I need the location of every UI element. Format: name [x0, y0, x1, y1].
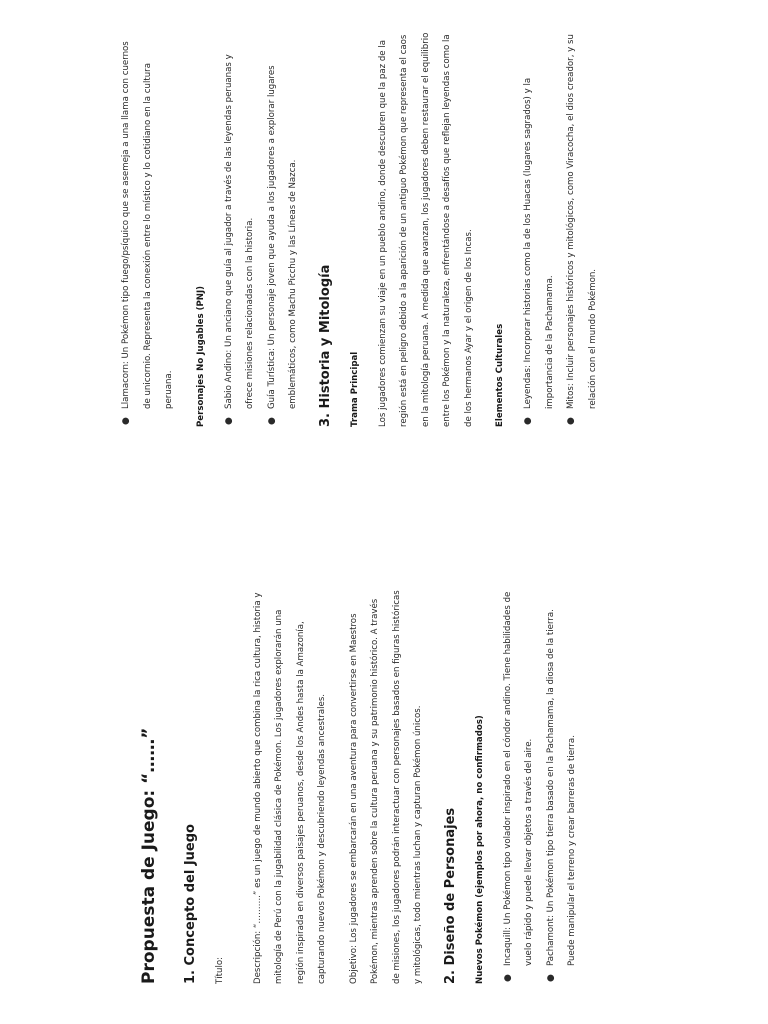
list-item-text: Llamacorn: Un Pokémon tipo fuego/psíquico que se asemeja a una llama con cuernos de unicornio. Representa la conexión entre lo místico y lo cotidiano en la cultura peruana.: [121, 41, 174, 409]
list-item-text: Mitos: Incluir personajes históricos y mitológicos, como Viracocha, el dios creador, y su relación con el mundo Pokémon.: [566, 34, 598, 409]
section-3-heading: 3. Historia y Mitología: [317, 264, 333, 427]
bullet-icon: ●: [523, 417, 533, 425]
bullet-icon: ●: [502, 974, 513, 982]
document-title: Propuesta de Juego: “……”: [139, 727, 159, 984]
list-item-text: Incaquill: Un Pokémon tipo volador inspirado en el cóndor andino. Tiene habilidades de vuelo rápido y puede llevar objetos a través del aire.: [502, 591, 534, 966]
section-2-heading: 2. Diseño de Personajes: [442, 807, 458, 984]
bullet-icon: ●: [266, 417, 277, 425]
nuevos-pokemon-list-continued: [116, 31, 181, 427]
nuevos-pokemon-heading: Nuevos Pokémon (ejemplos por ahora, no confirmados): [474, 715, 485, 984]
nuevos-pokemon-list: [498, 588, 584, 984]
column-right: [116, 31, 614, 427]
descripcion-paragraph: Descripción: “……….” es un juego de mundo abierto que combina la rica cultura, historia y mitología de Perú con la jugabilidad clásica de Pokémon. Los jugadores explorarán una región inspirada en diversos paisajes peruanos, desde los Andes hasta la Amazonía, capturando nuevos Pokémon y descubriendo leyendas ancestrales.: [252, 592, 327, 984]
list-item: [262, 31, 305, 427]
section-1-heading: 1. Concepto del Juego: [183, 824, 198, 984]
trama-paragraph: Los jugadores comienzan su viaje en un pueblo andino, donde descubren que la paz de la región está en peligro debido a la aparición de un antiguo Pokémon que representa el caos en la mitología peruana. A medida que avanzan, los jugadores deben restaurar el equilibrio entre los Pokémon y la naturaleza, enfrentándose a desafíos que reflejan leyendas como la de los hermanos Ayar y el origen de los Incas.: [377, 32, 474, 427]
objetivo-paragraph: Objetivo: Los jugadores se embarcarán en una aventura para convertirse en Maestros Pokémon, mientras aprenden sobre la cultura peruana y su patrimonio histórico. A través de misiones, los jugadores podrán interactuar con personajes basados en figuras históricas y mitológicas, todo mientras luchan y capturan Pokémon únicos.: [348, 590, 423, 984]
list-item: [116, 31, 181, 427]
list-item: [219, 31, 262, 427]
list-item: [518, 31, 561, 427]
bullet-icon: ●: [121, 417, 131, 425]
titulo-label: Título:: [215, 957, 225, 984]
list-item-text: Pachamont: Un Pokémon tipo tierra basado en la Pachamama, la diosa de la tierra. Puede manipular el terreno y crear barreras de tierra.: [545, 609, 577, 966]
bullet-icon: ●: [223, 417, 234, 425]
list-item: [498, 588, 541, 984]
elementos-culturales-list: [518, 31, 604, 427]
list-item-text: Sabio Andino: Un anciano que guía al jugador a través de las leyendas peruanas y ofrece misiones relacionadas con la historia.: [223, 54, 255, 409]
list-item-text: Leyendas: Incorporar historias como la de los Huacas (lugares sagrados) y la importancia de la Pachamama.: [523, 77, 555, 409]
pnj-heading: Personajes No Jugables (PNJ): [195, 285, 206, 427]
elementos-culturales-heading: Elementos Culturales: [495, 323, 505, 427]
column-left: [136, 588, 594, 984]
pnj-list: [219, 31, 305, 427]
bullet-icon: ●: [566, 417, 576, 425]
trama-principal-heading: Trama Principal: [349, 351, 360, 427]
list-item: [541, 588, 584, 984]
list-item: [561, 31, 604, 427]
list-item-text: Guía Turística: Un personaje joven que ayuda a los jugadores a explorar lugares emblemáticos, como Machu Picchu y las Líneas de Nazca.: [266, 65, 298, 409]
bullet-icon: ●: [545, 974, 556, 982]
